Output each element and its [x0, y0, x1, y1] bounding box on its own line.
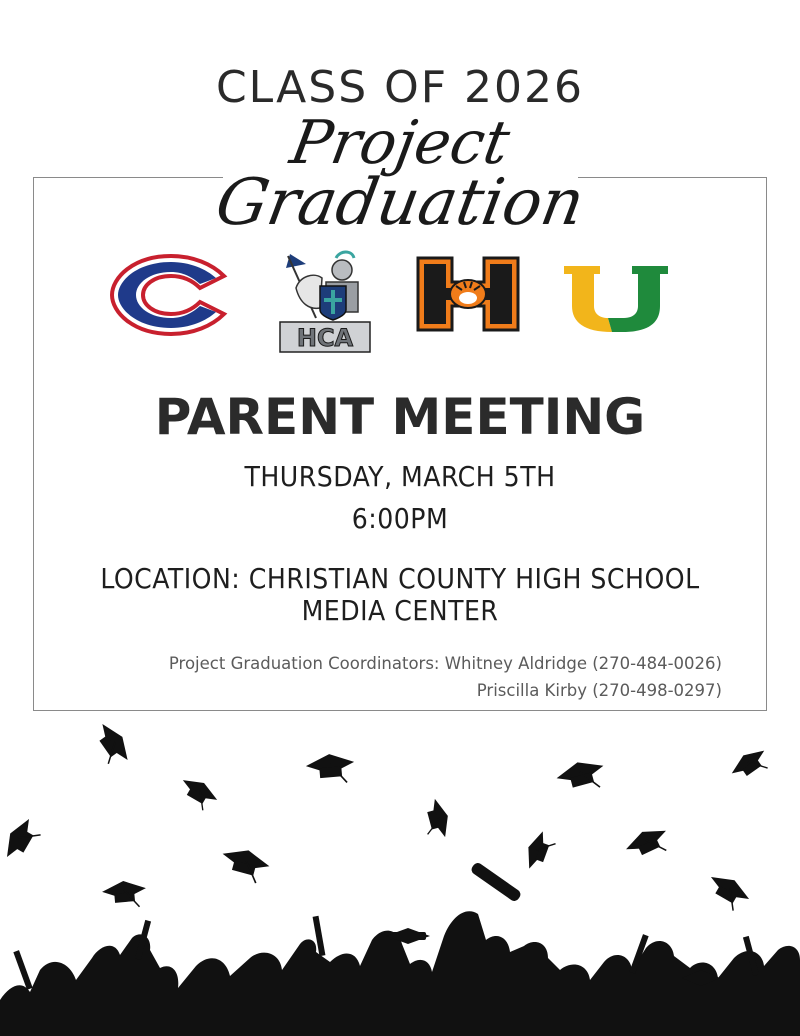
- svg-text:HCA: HCA: [296, 324, 354, 352]
- graduates-silhouette-illustration: [0, 700, 800, 1036]
- coordinator-line-1: Project Graduation Coordinators: Whitney Aldridge (270-484-0026): [168, 654, 722, 673]
- class-of-heading: CLASS OF 2026: [215, 62, 585, 113]
- meeting-location: LOCATION: CHRISTIAN COUNTY HIGH SCHOOL: [100, 562, 700, 595]
- logo-u-icon: [562, 264, 670, 334]
- meeting-date: THURSDAY, MARCH 5TH: [244, 460, 556, 493]
- logo-hca-knight-icon: [276, 248, 374, 354]
- logo-h-tiger-icon: [416, 256, 520, 332]
- coordinator-line-2: Priscilla Kirby (270-498-0297): [476, 681, 722, 700]
- meeting-time: 6:00PM: [351, 502, 449, 535]
- graduation-script-title: Graduation: [210, 166, 590, 240]
- parent-meeting-title: PARENT MEETING: [154, 388, 646, 446]
- meeting-location-room: MEDIA CENTER: [301, 594, 499, 627]
- project-script-title: Project: [285, 108, 515, 178]
- logo-c-icon: [108, 252, 234, 338]
